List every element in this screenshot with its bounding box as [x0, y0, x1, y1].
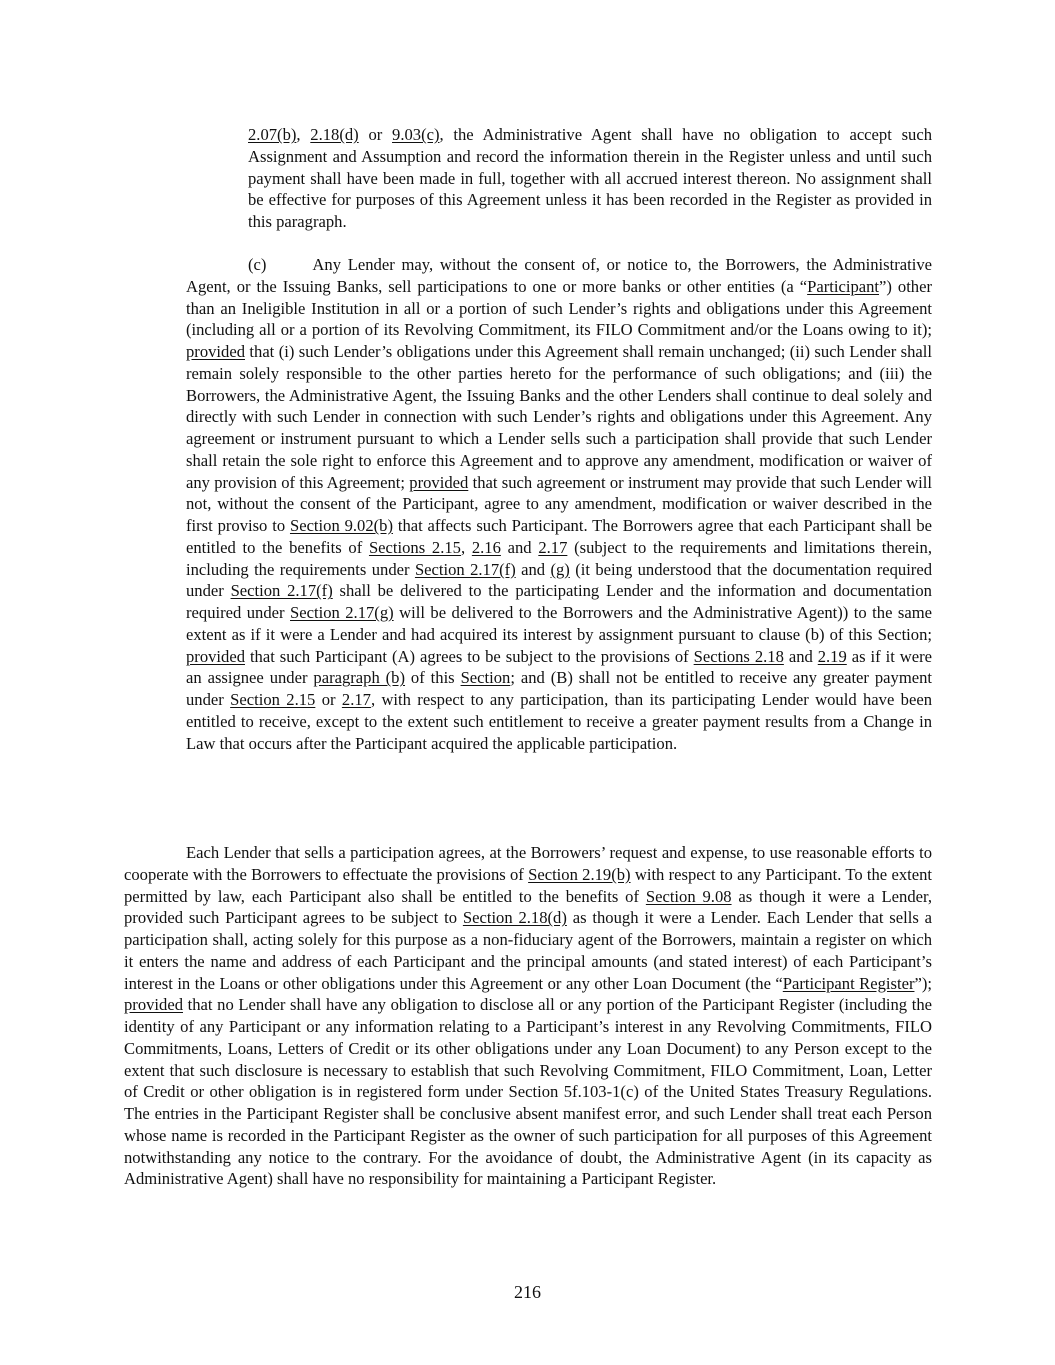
section-reference: 2.16 — [471, 537, 501, 557]
section-reference: 2.17 — [538, 537, 568, 557]
section-reference: 2.07(b) — [248, 125, 297, 144]
text-run: of this — [405, 668, 461, 688]
text-run: that (i) such Lender’s obligations under this Agreement shall remain unchanged; (ii) such Lender shall remain solely responsible to the other parties hereto for the performance of such obligations; and (iii) the Borrowers, the Administrative Agent, the Issuing Banks and the other Lenders shall continue to deal solely and directly with such Lender in connection with such Lender’s rights and obligations under this Agreement. Any agreement or instrument pursuant to which a Lender sells such a participation shall provide that such Lender shall retain the sole right to enforce this Agreement and to approve any amendment, modification or waiver of any provision of this Agreement; — [186, 342, 932, 492]
text-run: as though it were a Lender, provided such Participant agrees to be subject to — [124, 886, 932, 928]
text-run: and — [783, 646, 818, 666]
text-run: Each Lender that sells a participation agrees, at the Borrowers’ request and expense, to use reasonable efforts to cooperate with the Borrowers to effectuate the provisions of — [124, 843, 932, 884]
section-reference: 9.03(c) — [392, 125, 440, 144]
section-reference: provided — [124, 995, 183, 1015]
section-reference: Section 2.15 — [230, 690, 316, 709]
text-run: that no Lender shall have any obligation to disclose all or any portion of the Participant Register (including the identity of any Participant or any information relating to a Participant’s interest in any Revolving Commitments, FILO Commitments, Loans, Letters of Credit or its other obligations under any Loan Document) to any Person except to the extent that such disclosure is necessary to establish that such Revolving Commitment, FILO Commitment, Loan, Letter of Credit or other obligation is in registered form under Section 5f.103-1(c) of the United States Treasury Regulations. The entries in the Participant Register shall be conclusive absent manifest error, and such Lender shall treat each Person whose name is recorded in the Participant Register as the owner of such participation for all purposes of this Agreement notwithstanding any notice to the contrary. For the avoidance of doubt, the Administrative Agent (in its capacity as Administrative Agent) shall have no responsibility for maintaining a Participant Register. — [124, 995, 932, 1189]
section-reference: 2.18(d) — [310, 125, 359, 144]
text-run: Any Lender may, without the consent of, or notice to, the Borrowers, the Administrative Agent, or the Issuing Banks, sell participations to one or more banks or other entities (a “ — [186, 255, 932, 296]
text-run: , the Administrative Agent shall have no obligation to accept such Assignment and Assumption and record the information therein in the Register unless and until such payment shall have been made in full, together with all accrued interest thereon. No assignment shall be effective for purposes of this Agreement unless it has been recorded in the Register as provided in this paragraph. — [248, 125, 932, 231]
text-run: (subject to the requirements and limitations therein, including the requirements under — [186, 537, 932, 579]
text-run: or — [315, 690, 342, 709]
section-reference: Section 2.17(f) — [414, 559, 516, 579]
section-reference: Sections 2.15 — [368, 537, 461, 557]
paragraph-c-body — [186, 255, 932, 753]
text-run: ”); — [914, 973, 932, 993]
section-reference: Participant — [807, 276, 880, 296]
section-reference: 2.17 — [341, 690, 371, 709]
section-reference: paragraph (b) — [313, 668, 406, 688]
paragraph-c — [186, 254, 932, 754]
section-reference: provided — [186, 342, 245, 361]
text-run: shall be delivered to the participating Lender and the information and documentation required under — [186, 581, 932, 622]
text-run: or — [358, 125, 393, 144]
clause-label: (c) — [248, 255, 267, 274]
text-run: as if it were an assignee under — [186, 646, 932, 688]
section-reference: 2.19 — [817, 646, 847, 666]
text-run: that such Participant (A) agrees to be subject to the provisions of — [245, 646, 694, 666]
text-run: ”) other than an Ineligible Institution in all or a portion of such Lender’s rights and obligations under this Agreement (including all or a portion of its Revolving Commitment, its FILO Commitment and/or the Loans owing to it); — [186, 276, 932, 340]
section-reference: (g) — [550, 559, 570, 579]
text-run: ; and (B) shall not be entitled to receive any greater payment under — [186, 668, 933, 709]
section-reference: Section — [460, 668, 511, 688]
paragraph-participant-register — [124, 842, 932, 1190]
paragraph-continuation — [248, 124, 932, 233]
text-run: , with respect to any participation, than its participating Lender would have been entitled to receive, except to the extent such entitlement to receive a greater payment results from a Change in Law that occurs after the Participant acquired the applicable participation. — [186, 690, 932, 753]
page-number: 216 — [514, 1282, 541, 1302]
text-run: that affects such Participant. The Borrowers agree that each Participant shall be entitled to the benefits of — [186, 516, 933, 557]
text-run: as though it were a Lender. Each Lender that sells a participation shall, acting solely for this purpose as a non-fiduciary agent of the Borrowers, maintain a register on which it enters the name and address of each Participant and the principal amounts (and stated interest) of each Participant’s interest in the Loans or other obligations under this Agreement or any other Loan Document (the “ — [124, 908, 932, 993]
section-reference: provided — [186, 646, 245, 666]
text-run: and — [515, 559, 551, 579]
section-reference: Section 2.17(g) — [290, 603, 394, 622]
section-reference: Sections 2.18 — [693, 646, 784, 666]
text-run: that such agreement or instrument may provide that such Lender will not, without the consent of the Participant, agree to any amendment, modification or waiver described in the first proviso to — [186, 472, 932, 535]
text-run: and — [500, 537, 539, 557]
text-run: with respect to any Participant. To the extent permitted by law, each Participant also shall be entitled to the benefits of — [124, 864, 933, 906]
section-reference: Section 2.17(f) — [230, 581, 333, 601]
text-run: , — [296, 125, 311, 144]
section-reference: provided — [409, 472, 469, 492]
text-run: (it being understood that the documentation required under — [186, 559, 932, 601]
section-reference: Participant Register — [782, 973, 915, 993]
section-reference: Section 9.02(b) — [289, 516, 393, 535]
section-reference: Section 2.19(b) — [528, 864, 631, 884]
section-reference: Section 2.18(d) — [462, 908, 567, 928]
section-reference: Section 9.08 — [645, 886, 732, 906]
text-run: will be delivered to the Borrowers and the Administrative Agent)) to the same extent as if it were a Lender and had acquired its interest by assignment pursuant to clause (b) of this Section; — [186, 603, 933, 644]
text-run: , — [460, 537, 472, 557]
